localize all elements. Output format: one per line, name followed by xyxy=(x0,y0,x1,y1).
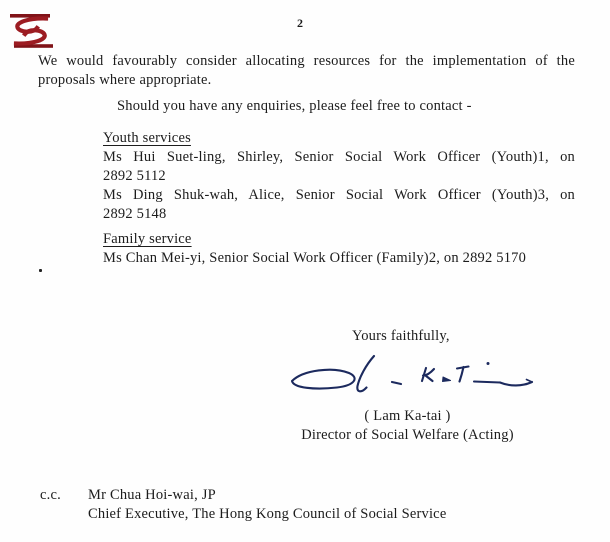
signatory-block xyxy=(275,407,540,445)
cc-label: c.c. xyxy=(40,487,61,503)
contact-phone: 2892 5112 xyxy=(103,168,166,184)
swd-logo-icon xyxy=(6,10,56,52)
contact-phone: 2892 5148 xyxy=(103,206,167,222)
page-number: 2 xyxy=(297,16,304,30)
signatory-title: Director of Social Welfare (Acting) xyxy=(301,427,514,443)
contact-intro: Should you have any enquiries, please feel free to contact - xyxy=(117,98,472,114)
youth-services-block xyxy=(103,129,575,224)
cc-recipient-name: Mr Chua Hoi-wai, JP xyxy=(88,487,216,503)
paragraph-line: We would favourably consider allocating resources for the implementation of the xyxy=(38,53,575,69)
paragraph-line: proposals where appropriate. xyxy=(38,72,212,88)
stray-ink-dot xyxy=(39,269,42,272)
family-service-block xyxy=(103,230,575,268)
signatory-name: ( Lam Ka-tai ) xyxy=(364,408,451,424)
contact-entry-line: Ms Chan Mei-yi, Senior Social Work Officer (Family)2, on 2892 5170 xyxy=(103,250,527,266)
opening-paragraph xyxy=(38,52,575,90)
contact-entry-line: Ms Hui Suet-ling, Shirley, Senior Social Work Officer (Youth)1, on xyxy=(103,149,575,165)
contact-entry-line: Ms Ding Shuk-wah, Alice, Senior Social Work Officer (Youth)3, on xyxy=(103,187,575,203)
signature-handwriting xyxy=(285,348,545,403)
youth-services-heading: Youth services xyxy=(103,130,191,146)
cc-recipient-title: Chief Executive, The Hong Kong Council of Social Service xyxy=(88,506,447,522)
valediction: Yours faithfully, xyxy=(352,328,450,344)
family-service-heading: Family service xyxy=(103,231,192,247)
cc-block xyxy=(88,486,446,524)
